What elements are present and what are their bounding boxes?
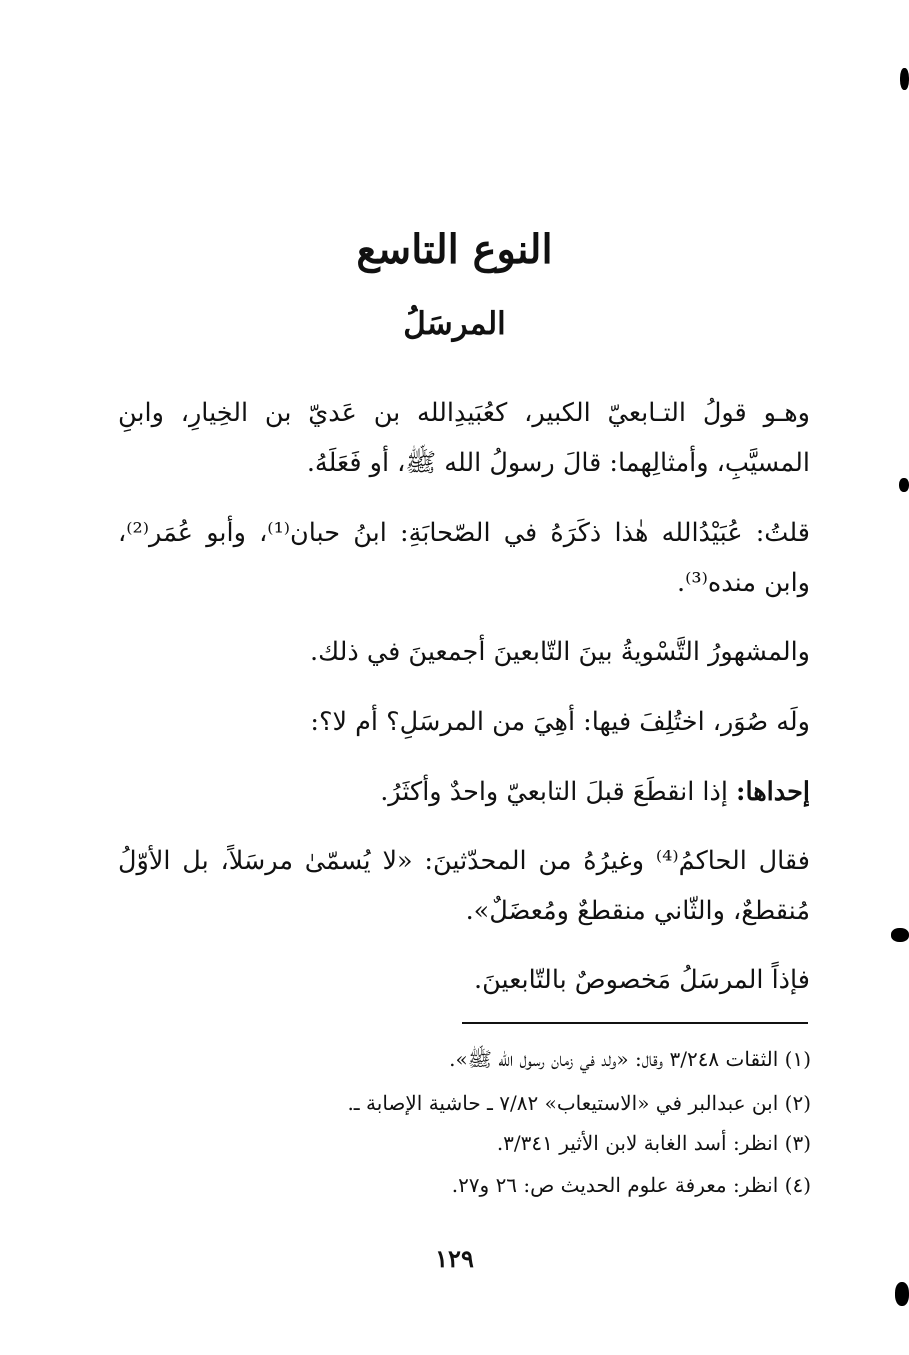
paragraph-text: والمشهورُ التَّسْويةُ بينَ التّابعينَ أجمعينَ في ذلك.: [310, 637, 810, 667]
footnote-2: (٢) ابن عبدالبر في «الاستيعاب» ٧/٨٢ ـ حاشية الإصابة ـ.: [347, 1091, 811, 1115]
footnote-3: (٣) انظر: أسد الغابة لابن الأثير ٣/٣٤١.: [496, 1131, 811, 1155]
paragraph-text: قلتُ: عُبَيْدُالله هٰذا ذكَرَهُ في الصّحابَةِ: ابنُ حبان⁽¹⁾، وأبو عُمَر⁽²⁾، وابن منده⁽³⁾.: [118, 518, 810, 598]
paragraph-text: فقال الحاكمُ⁽⁴⁾ وغيرُهُ من المحدّثينَ: «لا يُسمّىٰ مرسَلاً، بل الأوّلُ مُنقطعٌ، والثّاني منقطعٌ ومُعضَلٌ».: [118, 846, 810, 926]
section-subtitle: المرسَلُ: [403, 306, 506, 342]
paragraph-text: ولَه صُوَر، اختُلِفَ فيها: أهِيَ من المرسَلِ؟ أم لا؟:: [310, 707, 810, 737]
paragraph-text: وهـو قولُ التـابعيّ الكبير، كعُبَيدِالله بن عَديّ بن الخِيارِ، وابنِ المسيَّبِ، وأمثالِهما: قالَ رسولُ الله ﷺ، أو فَعَلَهُ.: [118, 398, 810, 478]
footnote-divider: [462, 1022, 808, 1024]
chapter-title: النوع التاسع: [356, 226, 553, 273]
paragraph-lead: إحداها:: [736, 777, 810, 807]
page-number: ١٢٩: [435, 1244, 474, 1273]
scan-edge-mark: [895, 1282, 909, 1306]
paragraph-conclusion: [118, 955, 810, 1005]
footnote-4: (٤) انظر: معرفة علوم الحديث ص: ٢٦ و٢٧.: [451, 1173, 811, 1197]
paragraph-text: فإذاً المرسَلُ مَخصوصٌ بالتّابعينَ.: [473, 965, 810, 995]
paragraph-text: إذا انقطَعَ قبلَ التابعيّ واحدٌ وأكثَرُ.: [380, 777, 728, 807]
footnote-1: (١) الثقات ٣/٢٤٨ وقال: «ولد في زمان رسول الله ﷺ».: [449, 1047, 811, 1071]
paragraph-note: [118, 508, 810, 608]
paragraph-hakim-view: [118, 836, 810, 936]
paragraph-forms: [118, 697, 810, 747]
paragraph-famous-view: [118, 627, 810, 677]
scan-edge-mark: [891, 928, 909, 942]
paragraph-first-form: [118, 767, 810, 817]
paragraph-definition: [118, 388, 810, 488]
scan-edge-mark: [900, 68, 909, 90]
scan-edge-mark: [899, 478, 909, 492]
